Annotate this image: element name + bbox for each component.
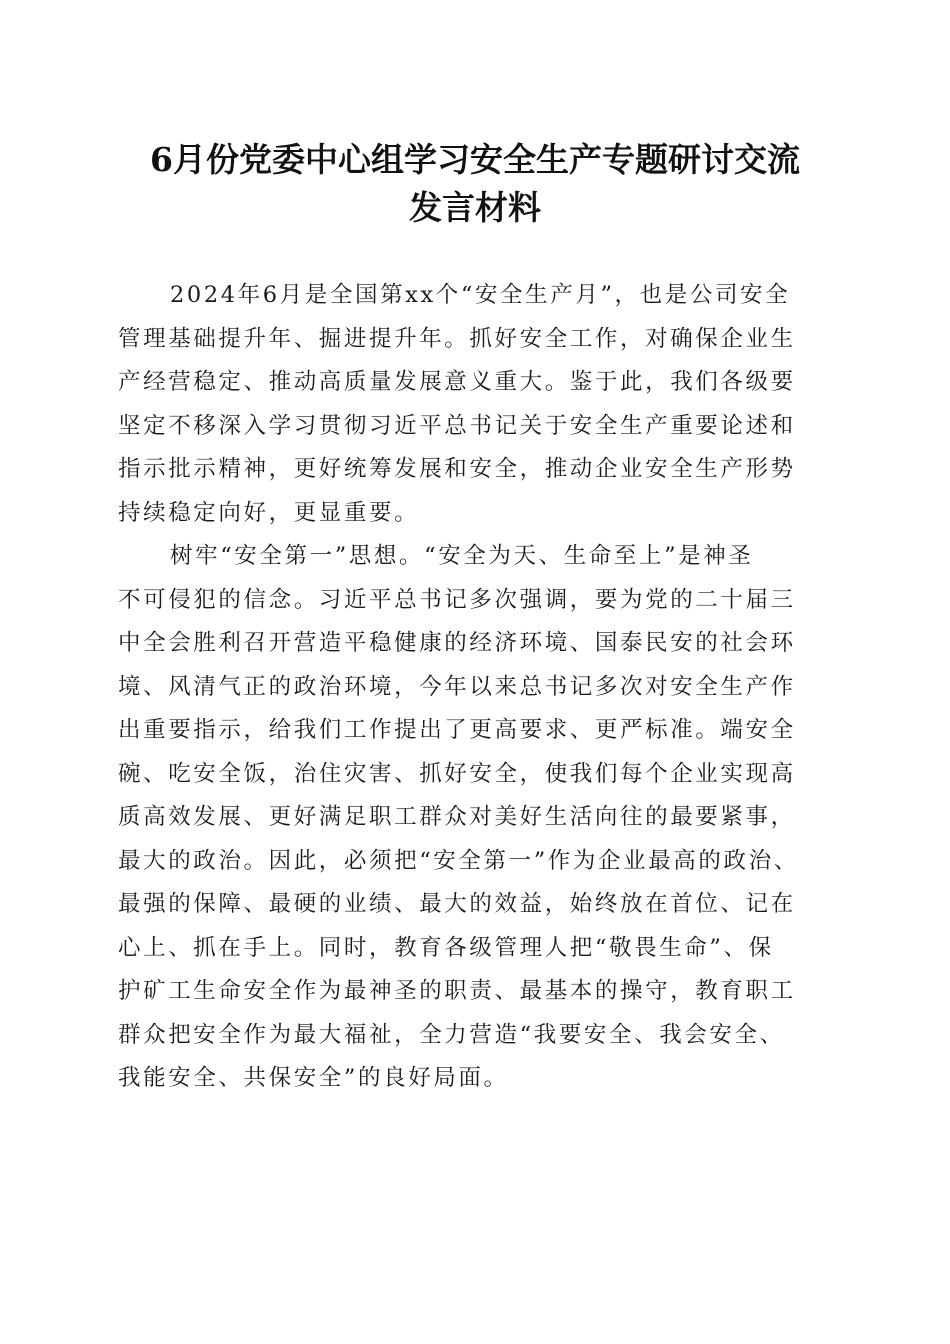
text-line: 产经营稳定、推动高质量发展意义重大。鉴于此，我们各级要 [118, 369, 796, 395]
text-line: 中全会胜利召开营造平稳健康的经济环境、国泰民安的社会环 [118, 630, 796, 656]
text-line: 管理基础提升年、掘进提升年。抓好安全工作，对确保企业生 [118, 325, 796, 352]
text-line: 最强的保障、最硬的业绩、最大的效益，始终放在首位、记在 [118, 891, 796, 917]
text-line: 出重要指示，给我们工作提出了更高要求、更严标准。端安全 [118, 717, 796, 743]
text-line: 碗、吃安全饭，治住灾害、抓好安全，使我们每个企业实现高 [118, 760, 796, 787]
text-line: 持续稳定向好，更显重要。 [118, 499, 420, 526]
paragraph-intro [118, 274, 838, 535]
text-line: 树牢“安全第一”思想。“安全为天、生命至上”是神圣 [170, 543, 754, 569]
text-line: 不可侵犯的信念。习近平总书记多次强调，要为党的二十届三 [118, 586, 796, 613]
text-line: 我能安全、共保安全”的良好局面。 [118, 1065, 509, 1091]
title-line: 6月份党委中心组学习安全生产专题研讨交流 [150, 140, 800, 179]
text-line: 坚定不移深入学习贯彻习近平总书记关于安全生产重要论述和 [118, 412, 796, 439]
text-line: 2024年6月是全国第xx个“安全生产月”，也是公司安全 [170, 282, 791, 308]
text-line: 指示批示精神，更好统筹发展和安全，推动企业安全生产形势 [118, 456, 796, 482]
title-line: 发言材料 [409, 188, 541, 227]
document-title [100, 136, 850, 232]
text-line: 护矿工生命安全作为最神圣的职责、最基本的操守，教育职工 [118, 978, 796, 1004]
text-line: 最大的政治。因此，必须把“安全第一”作为企业最高的政治、 [118, 847, 799, 874]
text-line: 质高效发展、更好满足职工群众对美好生活向往的最要紧事， [118, 804, 796, 830]
text-line: 群众把安全作为最大福祉，全力营造“我要安全、我会安全、 [118, 1021, 785, 1048]
paragraph-safety-first [118, 535, 838, 1101]
text-line: 境、风清气正的政治环境，今年以来总书记多次对安全生产作 [118, 673, 796, 700]
document-body [118, 274, 838, 1101]
text-line: 心上、抓在手上。同时，教育各级管理人把“敬畏生命”、保 [118, 934, 774, 961]
